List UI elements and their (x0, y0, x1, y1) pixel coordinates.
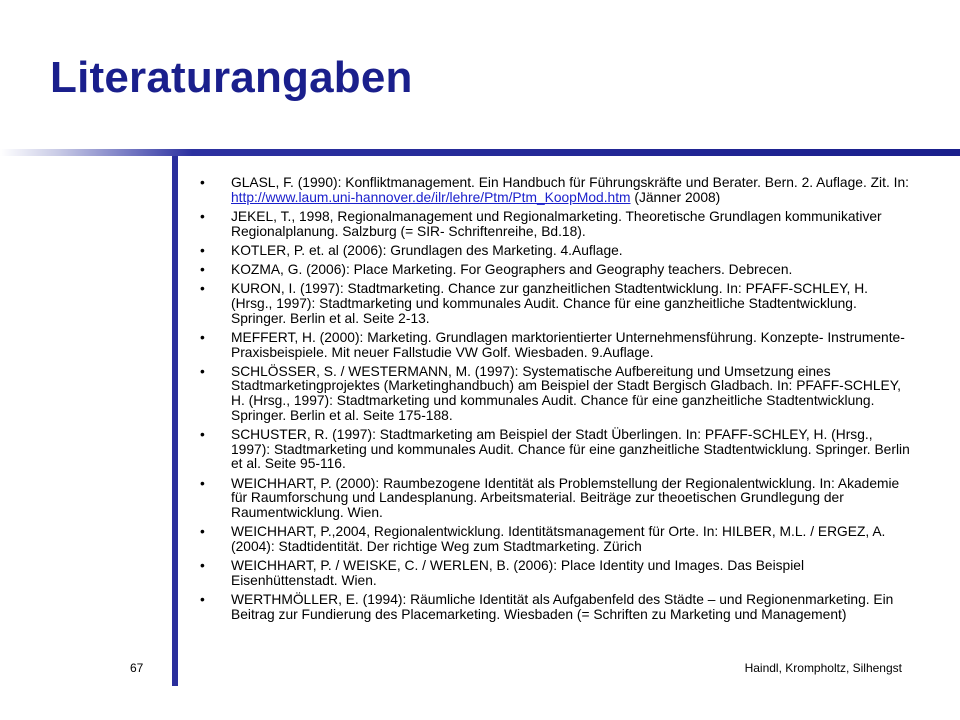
title-underline-bar (0, 149, 960, 156)
vertical-accent-line (172, 156, 178, 686)
reference-text: KOTLER, P. et. al (2006): Grundlagen des Marketing. 4.Auflage. (231, 242, 623, 258)
reference-text: KURON, I. (1997): Stadtmarketing. Chance zur ganzheitlichen Stadtentwicklung. In: PFAFF-SCHLEY, H. (Hrsg., 1997): Stadtmarketing und kommunales Audit. Chance für eine ganzheitliche Stadtentwicklung. Springer. Berlin et al. Seite 2-13. (231, 281, 868, 326)
reference-item (194, 477, 910, 521)
reference-item (194, 428, 910, 472)
reference-text-suffix: (Jänner 2008) (630, 189, 721, 205)
reference-item (194, 365, 910, 424)
reference-list (194, 176, 910, 627)
reference-item (194, 559, 910, 588)
reference-text: WERTHMÖLLER, E. (1994): Räumliche Identität als Aufgabenfeld des Städte – und Regionenmarketing. Ein Beitrag zur Fundierung des Placemarketing. Wiesbaden (= Schriften zu Marketing und Management) (231, 592, 894, 622)
reference-item (194, 593, 910, 622)
page-number: 67 (130, 661, 144, 675)
reference-text: SCHUSTER, R. (1997): Stadtmarketing am Beispiel der Stadt Überlingen. In: PFAFF-SCHLEY, H. (Hrsg., 1997): Stadtmarketing und kommunales Audit. Chance für eine ganzheitliche Stadtentwicklung. Springer. Berlin et al. Seite 95-116. (231, 427, 910, 472)
reference-text: KOZMA, G. (2006): Place Marketing. For Geographers and Geography teachers. Debrecen. (231, 262, 793, 278)
reference-text: JEKEL, T., 1998, Regionalmanagement und Regionalmarketing. Theoretische Grundlagen kommunikativer Regionalplanung. Salzburg (= SIR- Schriftenreihe, Bd.18). (231, 208, 882, 239)
reference-item (194, 282, 910, 326)
reference-text: GLASL, F. (1990): Konfliktmanagement. Ein Handbuch für Führungskräfte und Berater. Bern. 2. Auflage. Zit. In: (231, 175, 909, 190)
reference-item (194, 176, 910, 205)
reference-item (194, 244, 910, 259)
reference-text: WEICHHART, P. / WEISKE, C. / WERLEN, B. (2006): Place Identity und Images. Das Beispiel Eisenhüttenstadt. Wien. (231, 558, 805, 588)
reference-item (194, 331, 910, 360)
reference-item (194, 210, 910, 239)
reference-text: SCHLÖSSER, S. / WESTERMANN, M. (1997): Systematische Aufbereitung und Umsetzung eines Stadtmarketingprojektes (Marketinghandbuch) am Beispiel der Stadt Bergisch Gladbach. In: PFAFF-SCHLEY, H. (Hrsg., 1997): Stadtmarketing und kommunales Audit. Chance für eine ganzheitliche Stadtentwicklung. Springer. Berlin et al. Seite 175-188. (231, 363, 901, 423)
reference-link[interactable]: http://www.laum.uni-hannover.de/ilr/lehre/Ptm/Ptm_KoopMod.htm (231, 189, 631, 205)
reference-text: MEFFERT, H. (2000): Marketing. Grundlagen marktorientierter Unternehmensführung. Konzepte- Instrumente- Praxisbeispiele. Mit neuer Fallstudie VW Golf. Wiesbaden. 9.Auflage. (231, 329, 905, 360)
reference-item (194, 525, 910, 554)
reference-text: WEICHHART, P.,2004, Regionalentwicklung. Identitätsmanagement für Orte. In: HILBER, M.L. / ERGEZ, A. (2004): Stadtidentität. Der richtige Weg zum Stadtmarketing. Zürich (231, 524, 886, 554)
footer-authors: Haindl, Krompholtz, Silhengst (744, 661, 902, 675)
reference-item (194, 263, 910, 278)
slide-title: Literaturangaben (50, 53, 413, 102)
reference-text: WEICHHART, P. (2000): Raumbezogene Identität als Problemstellung der Regionalentwicklung. In: Akademie für Raumforschung und Landesplanung. Arbeitsmaterial. Beiträge zur theoetischen Grundlegung der Raumentwicklung. Wien. (231, 475, 900, 521)
